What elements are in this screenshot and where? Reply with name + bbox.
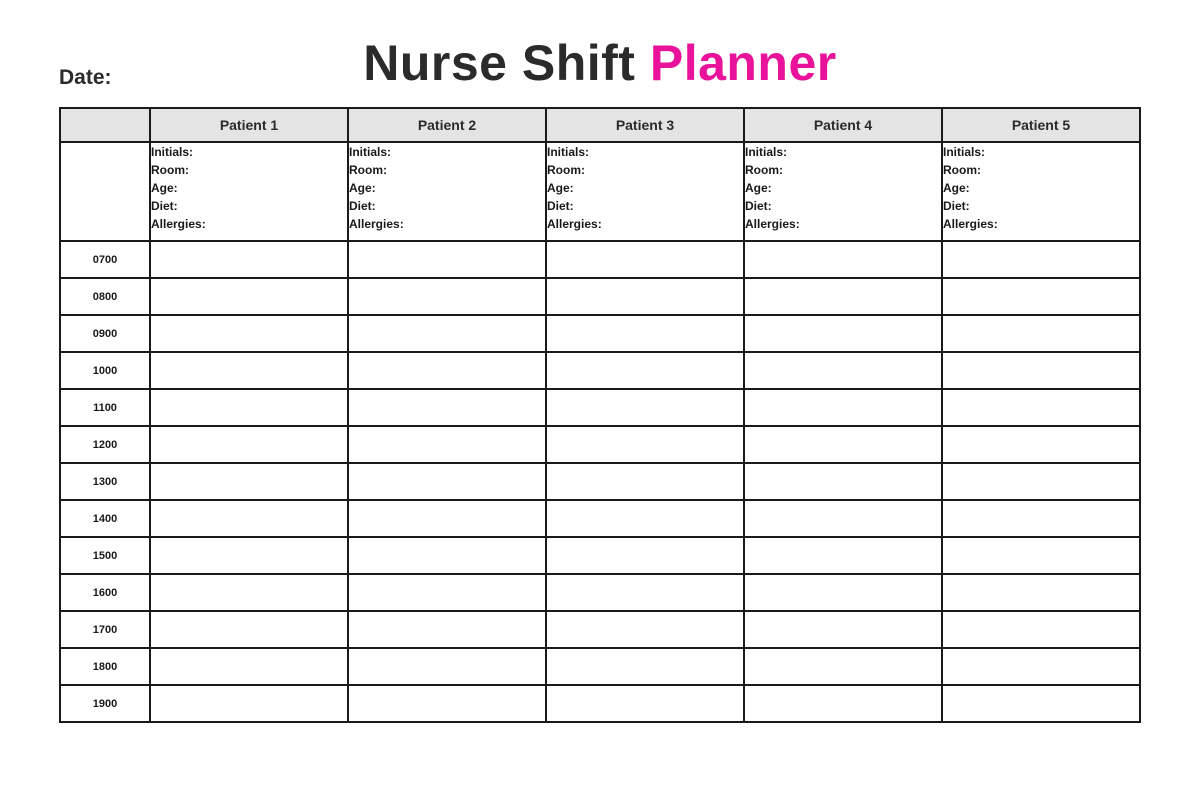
schedule-cell[interactable] — [744, 648, 942, 685]
info-field-label: Initials: — [349, 145, 392, 159]
schedule-cell[interactable] — [744, 278, 942, 315]
schedule-cell[interactable] — [942, 611, 1140, 648]
time-row — [60, 241, 1140, 278]
schedule-cell[interactable] — [744, 315, 942, 352]
info-field-label: Room: — [943, 163, 981, 177]
info-field-label: Initials: — [943, 145, 986, 159]
info-field-label: Allergies: — [151, 217, 206, 231]
patient-header: Patient 2 — [348, 108, 546, 142]
info-field-label: Allergies: — [745, 217, 800, 231]
info-field-label: Age: — [547, 181, 574, 195]
title-main: Nurse Shift — [363, 35, 636, 91]
schedule-cell[interactable] — [348, 685, 546, 722]
patient-info-row — [60, 142, 1140, 241]
schedule-cell[interactable] — [150, 241, 348, 278]
schedule-cell[interactable] — [942, 352, 1140, 389]
schedule-cell[interactable] — [546, 574, 744, 611]
time-label: 1600 — [60, 574, 150, 611]
schedule-cell[interactable] — [150, 611, 348, 648]
schedule-cell[interactable] — [744, 685, 942, 722]
title-accent: Planner — [649, 35, 837, 91]
info-field-label: Allergies: — [547, 217, 602, 231]
info-field-label: Initials: — [547, 145, 590, 159]
schedule-cell[interactable] — [348, 278, 546, 315]
patient-header: Patient 3 — [546, 108, 744, 142]
schedule-cell[interactable] — [150, 352, 348, 389]
time-row — [60, 389, 1140, 426]
time-label: 1400 — [60, 500, 150, 537]
time-row — [60, 500, 1140, 537]
patient-info-cell[interactable] — [744, 142, 942, 241]
schedule-cell[interactable] — [942, 315, 1140, 352]
schedule-cell[interactable] — [546, 426, 744, 463]
schedule-cell[interactable] — [348, 426, 546, 463]
time-row — [60, 537, 1140, 574]
schedule-cell[interactable] — [348, 315, 546, 352]
info-field-label: Initials: — [151, 145, 194, 159]
info-field-label: Diet: — [943, 199, 970, 213]
schedule-cell[interactable] — [744, 463, 942, 500]
schedule-cell[interactable] — [348, 241, 546, 278]
time-label: 1800 — [60, 648, 150, 685]
schedule-cell[interactable] — [150, 278, 348, 315]
time-label: 1900 — [60, 685, 150, 722]
schedule-cell[interactable] — [942, 574, 1140, 611]
schedule-cell[interactable] — [546, 241, 744, 278]
schedule-cell[interactable] — [150, 685, 348, 722]
time-label: 1200 — [60, 426, 150, 463]
info-field-label: Diet: — [547, 199, 574, 213]
time-row — [60, 426, 1140, 463]
patient-header: Patient 4 — [744, 108, 942, 142]
schedule-cell[interactable] — [348, 648, 546, 685]
time-label: 1500 — [60, 537, 150, 574]
schedule-cell[interactable] — [942, 389, 1140, 426]
time-row — [60, 574, 1140, 611]
time-label: 1700 — [60, 611, 150, 648]
schedule-cell[interactable] — [348, 463, 546, 500]
time-row — [60, 648, 1140, 685]
patient-info-cell[interactable] — [348, 142, 546, 241]
schedule-cell[interactable] — [942, 685, 1140, 722]
schedule-cell[interactable] — [150, 389, 348, 426]
patient-info-cell[interactable] — [546, 142, 744, 241]
schedule-cell[interactable] — [546, 685, 744, 722]
patient-info-cell[interactable] — [150, 142, 348, 241]
time-row — [60, 685, 1140, 722]
info-field-label: Room: — [745, 163, 783, 177]
time-row — [60, 315, 1140, 352]
time-row — [60, 352, 1140, 389]
schedule-cell[interactable] — [150, 500, 348, 537]
schedule-cell[interactable] — [150, 648, 348, 685]
schedule-cell[interactable] — [744, 611, 942, 648]
schedule-cell[interactable] — [942, 463, 1140, 500]
page-title — [0, 34, 1200, 92]
schedule-cell[interactable] — [546, 315, 744, 352]
patient-header: Patient 5 — [942, 108, 1140, 142]
schedule-cell[interactable] — [348, 352, 546, 389]
info-corner-cell — [60, 142, 150, 241]
schedule-cell[interactable] — [546, 500, 744, 537]
schedule-cell[interactable] — [942, 500, 1140, 537]
time-row — [60, 611, 1140, 648]
shift-planner-table — [59, 107, 1141, 723]
schedule-cell[interactable] — [546, 463, 744, 500]
info-field-label: Age: — [745, 181, 772, 195]
info-field-label: Initials: — [745, 145, 788, 159]
schedule-cell[interactable] — [942, 648, 1140, 685]
patient-info-cell[interactable] — [942, 142, 1140, 241]
schedule-cell[interactable] — [348, 611, 546, 648]
date-label: Date: — [59, 66, 112, 89]
schedule-cell[interactable] — [744, 426, 942, 463]
corner-header-cell — [60, 108, 150, 142]
schedule-cell[interactable] — [348, 574, 546, 611]
schedule-cell[interactable] — [942, 426, 1140, 463]
schedule-cell[interactable] — [150, 463, 348, 500]
schedule-cell[interactable] — [744, 537, 942, 574]
patient-header-row — [60, 108, 1140, 142]
schedule-cell[interactable] — [744, 352, 942, 389]
info-field-label: Room: — [151, 163, 189, 177]
info-field-label: Allergies: — [943, 217, 998, 231]
schedule-cell[interactable] — [546, 611, 744, 648]
schedule-cell[interactable] — [546, 352, 744, 389]
schedule-cell[interactable] — [348, 537, 546, 574]
info-field-label: Room: — [349, 163, 387, 177]
time-label: 0900 — [60, 315, 150, 352]
schedule-cell[interactable] — [348, 500, 546, 537]
schedule-cell[interactable] — [942, 278, 1140, 315]
schedule-cell[interactable] — [942, 241, 1140, 278]
schedule-cell[interactable] — [150, 315, 348, 352]
info-field-label: Diet: — [151, 199, 178, 213]
schedule-cell[interactable] — [942, 537, 1140, 574]
info-field-label: Diet: — [349, 199, 376, 213]
time-label: 1300 — [60, 463, 150, 500]
time-label: 1000 — [60, 352, 150, 389]
time-row — [60, 278, 1140, 315]
schedule-cell[interactable] — [744, 241, 942, 278]
time-label: 0700 — [60, 241, 150, 278]
info-field-label: Age: — [349, 181, 376, 195]
schedule-cell[interactable] — [744, 389, 942, 426]
schedule-cell[interactable] — [546, 648, 744, 685]
schedule-cell[interactable] — [150, 426, 348, 463]
info-field-label: Age: — [151, 181, 178, 195]
info-field-label: Room: — [547, 163, 585, 177]
schedule-cell[interactable] — [150, 574, 348, 611]
time-label: 1100 — [60, 389, 150, 426]
info-field-label: Diet: — [745, 199, 772, 213]
schedule-cell[interactable] — [744, 500, 942, 537]
schedule-cell[interactable] — [546, 389, 744, 426]
schedule-cell[interactable] — [546, 537, 744, 574]
schedule-cell[interactable] — [744, 574, 942, 611]
info-field-label: Age: — [943, 181, 970, 195]
time-row — [60, 463, 1140, 500]
schedule-cell[interactable] — [150, 537, 348, 574]
info-field-label: Allergies: — [349, 217, 404, 231]
patient-header: Patient 1 — [150, 108, 348, 142]
schedule-cell[interactable] — [546, 278, 744, 315]
schedule-cell[interactable] — [348, 389, 546, 426]
time-label: 0800 — [60, 278, 150, 315]
